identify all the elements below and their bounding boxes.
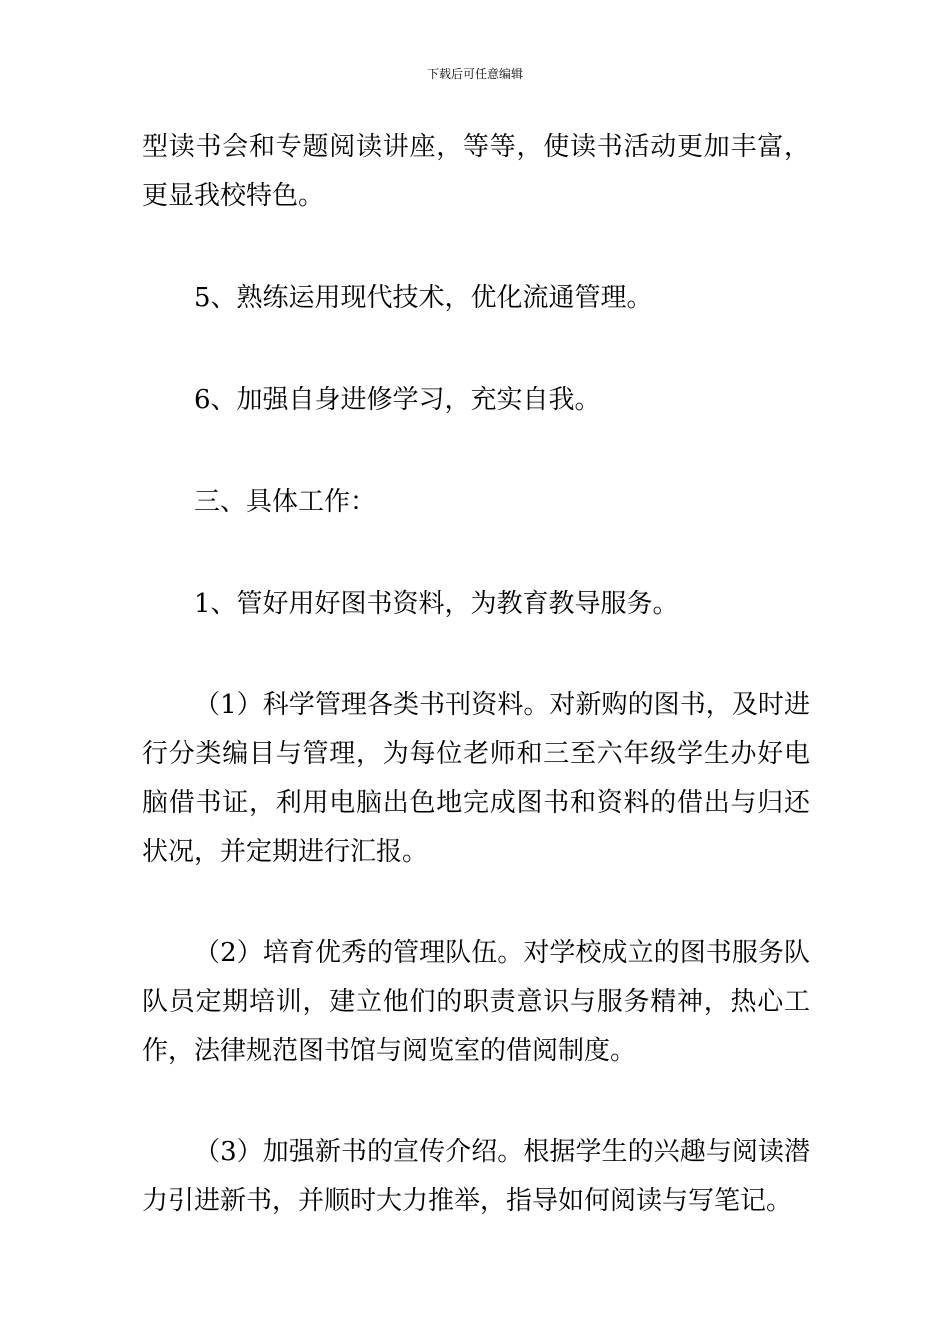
section-heading: 三、具体工作：	[194, 487, 377, 517]
paragraph-item-5: 5、熟练运用现代技术，优化流通管理。	[194, 283, 653, 313]
paragraph-work-1: 1、管好用好图书资料，为教育教导服务。	[194, 589, 679, 619]
page-header: 下载后可任意编辑	[426, 67, 523, 81]
document-body	[142, 123, 810, 1226]
paragraph-item-6: 6、加强自身进修学习，充实自我。	[194, 385, 601, 415]
paragraph-continuation: 型读书会和专题阅读讲座，等等，使读书活动更加丰富，更显我校特色。	[142, 132, 810, 211]
paragraph-sub-3: （3）加强新书的宣传介绍。根据学生的兴趣与阅读潜力引进新书，并顺时大力推举，指导如何阅读与写笔记。	[142, 1137, 810, 1216]
paragraph-sub-2: （2）培育优秀的管理队伍。对学校成立的图书服务队队员定期培训，建立他们的职责意识与服务精神，热心工作，法律规范图书馆与阅览室的借阅制度。	[142, 938, 810, 1066]
paragraph-sub-1: （1）科学管理各类书刊资料。对新购的图书，及时进行分类编目与管理，为每位老师和三至六年级学生办好电脑借书证，利用电脑出色地完成图书和资料的借出与归还状况，并定期进行汇报。	[142, 690, 810, 867]
